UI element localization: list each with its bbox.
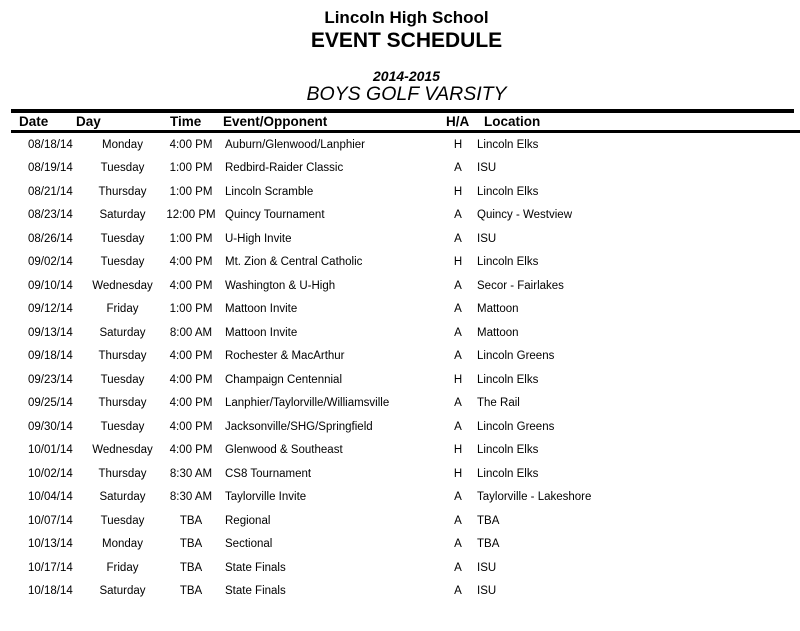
- event-cell: CS8 Tournament: [225, 467, 312, 480]
- column-header-location: Location: [484, 114, 541, 129]
- date-cell: 09/23/14: [28, 373, 73, 386]
- location-cell: Mattoon: [477, 326, 519, 339]
- day-cell: Monday: [102, 138, 143, 151]
- home-away-cell: A: [454, 585, 462, 598]
- event-cell: Lanphier/Taylorville/Williamsville: [225, 397, 390, 410]
- document-title: EVENT SCHEDULE: [310, 29, 503, 52]
- date-cell: 08/23/14: [28, 209, 73, 222]
- day-cell: Tuesday: [100, 420, 145, 433]
- event-cell: Mattoon Invite: [225, 326, 298, 339]
- home-away-cell: A: [454, 561, 462, 574]
- location-cell: TBA: [477, 514, 500, 527]
- event-cell: Washington & U-High: [225, 279, 336, 292]
- time-cell: 1:00 PM: [169, 303, 213, 316]
- time-cell: 1:00 PM: [169, 185, 213, 198]
- day-cell: Tuesday: [100, 373, 145, 386]
- date-cell: 09/13/14: [28, 326, 73, 339]
- home-away-cell: H: [453, 444, 463, 457]
- date-cell: 10/02/14: [28, 467, 73, 480]
- time-cell: 1:00 PM: [169, 232, 213, 245]
- home-away-cell: H: [453, 138, 463, 151]
- date-cell: 08/18/14: [28, 138, 73, 151]
- day-cell: Tuesday: [100, 514, 145, 527]
- event-cell: Redbird-Raider Classic: [225, 162, 344, 175]
- table-row: [0, 533, 800, 557]
- home-away-cell: A: [454, 538, 462, 551]
- time-cell: 4:00 PM: [169, 256, 213, 269]
- date-cell: 09/10/14: [28, 279, 73, 292]
- time-cell: 8:30 AM: [169, 467, 213, 480]
- time-cell: 4:00 PM: [169, 138, 213, 151]
- home-away-cell: A: [454, 162, 462, 175]
- day-cell: Saturday: [99, 326, 146, 339]
- table-row: [0, 439, 800, 463]
- time-cell: 1:00 PM: [169, 162, 213, 175]
- time-cell: TBA: [179, 561, 203, 574]
- day-cell: Saturday: [99, 491, 146, 504]
- table-row: [0, 486, 800, 510]
- time-cell: 4:00 PM: [169, 397, 213, 410]
- location-cell: Lincoln Elks: [477, 185, 539, 198]
- date-cell: 08/21/14: [28, 185, 73, 198]
- event-cell: Rochester & MacArthur: [225, 350, 345, 363]
- table-row: [0, 345, 800, 369]
- table-row: [0, 580, 800, 604]
- date-cell: 10/13/14: [28, 538, 73, 551]
- location-cell: Lincoln Elks: [477, 467, 539, 480]
- table-row: [0, 368, 800, 392]
- home-away-cell: A: [454, 397, 462, 410]
- home-away-cell: H: [453, 185, 463, 198]
- location-cell: Lincoln Greens: [477, 350, 555, 363]
- time-cell: 8:30 AM: [169, 491, 213, 504]
- event-cell: Taylorville Invite: [225, 491, 307, 504]
- team-name: BOYS GOLF VARSITY: [306, 83, 507, 105]
- location-cell: Mattoon: [477, 303, 519, 316]
- date-cell: 10/04/14: [28, 491, 73, 504]
- location-cell: The Rail: [477, 397, 520, 410]
- location-cell: Lincoln Elks: [477, 373, 539, 386]
- day-cell: Thursday: [98, 397, 147, 410]
- day-cell: Friday: [106, 561, 139, 574]
- location-cell: Quincy - Westview: [477, 209, 573, 222]
- time-cell: 4:00 PM: [169, 279, 213, 292]
- home-away-cell: A: [454, 514, 462, 527]
- location-cell: ISU: [477, 561, 497, 574]
- location-cell: ISU: [477, 585, 497, 598]
- time-cell: 8:00 AM: [169, 326, 213, 339]
- location-cell: Taylorville - Lakeshore: [477, 491, 592, 504]
- time-cell: TBA: [179, 514, 203, 527]
- location-cell: Secor - Fairlakes: [477, 279, 564, 292]
- date-cell: 09/02/14: [28, 256, 73, 269]
- date-cell: 09/30/14: [28, 420, 73, 433]
- time-cell: 4:00 PM: [169, 350, 213, 363]
- date-cell: 09/12/14: [28, 303, 73, 316]
- home-away-cell: A: [454, 420, 462, 433]
- home-away-cell: H: [453, 256, 463, 269]
- location-cell: ISU: [477, 162, 497, 175]
- time-cell: TBA: [179, 538, 203, 551]
- table-row: [0, 133, 800, 157]
- home-away-cell: H: [453, 467, 463, 480]
- date-cell: 08/19/14: [28, 162, 73, 175]
- school-name: Lincoln High School: [324, 8, 489, 27]
- date-cell: 08/26/14: [28, 232, 73, 245]
- day-cell: Friday: [106, 303, 139, 316]
- date-cell: 10/18/14: [28, 585, 73, 598]
- day-cell: Monday: [102, 538, 143, 551]
- time-cell: 4:00 PM: [169, 373, 213, 386]
- home-away-cell: A: [454, 303, 462, 316]
- day-cell: Saturday: [99, 585, 146, 598]
- location-cell: Lincoln Elks: [477, 444, 539, 457]
- home-away-cell: H: [453, 373, 463, 386]
- time-cell: 4:00 PM: [169, 444, 213, 457]
- table-row: [0, 251, 800, 275]
- home-away-cell: A: [454, 209, 462, 222]
- event-cell: Glenwood & Southeast: [225, 444, 343, 457]
- event-cell: Auburn/Glenwood/Lanphier: [225, 138, 366, 151]
- column-header-time: Time: [170, 114, 202, 129]
- date-cell: 10/01/14: [28, 444, 73, 457]
- event-cell: Sectional: [225, 538, 273, 551]
- home-away-cell: A: [454, 491, 462, 504]
- table-row: [0, 180, 800, 204]
- table-row: [0, 321, 800, 345]
- table-row: [0, 274, 800, 298]
- table-row: [0, 415, 800, 439]
- location-cell: ISU: [477, 232, 497, 245]
- column-header-date: Date: [19, 114, 49, 129]
- event-cell: State Finals: [225, 585, 286, 598]
- time-cell: 4:00 PM: [169, 420, 213, 433]
- day-cell: Wednesday: [92, 279, 153, 292]
- date-cell: 09/25/14: [28, 397, 73, 410]
- time-cell: TBA: [179, 585, 203, 598]
- time-cell: 12:00 PM: [166, 209, 216, 222]
- home-away-cell: A: [454, 350, 462, 363]
- home-away-cell: A: [454, 279, 462, 292]
- day-cell: Tuesday: [100, 256, 145, 269]
- home-away-cell: A: [454, 326, 462, 339]
- event-cell: Mt. Zion & Central Catholic: [225, 256, 363, 269]
- table-row: [0, 204, 800, 228]
- event-cell: Champaign Centennial: [225, 373, 342, 386]
- table-row: [0, 227, 800, 251]
- location-cell: TBA: [477, 538, 500, 551]
- event-cell: Mattoon Invite: [225, 303, 298, 316]
- table-row: [0, 157, 800, 181]
- day-cell: Tuesday: [100, 232, 145, 245]
- date-cell: 10/17/14: [28, 561, 73, 574]
- table-row: [0, 462, 800, 486]
- event-cell: State Finals: [225, 561, 286, 574]
- date-cell: 10/07/14: [28, 514, 73, 527]
- day-cell: Thursday: [98, 467, 147, 480]
- date-cell: 09/18/14: [28, 350, 73, 363]
- table-row: [0, 556, 800, 580]
- day-cell: Tuesday: [100, 162, 145, 175]
- location-cell: Lincoln Elks: [477, 256, 539, 269]
- table-row: [0, 392, 800, 416]
- home-away-cell: A: [454, 232, 462, 245]
- schedule-rows: [0, 133, 800, 603]
- event-cell: Regional: [225, 514, 271, 527]
- day-cell: Thursday: [98, 185, 147, 198]
- day-cell: Wednesday: [92, 444, 153, 457]
- column-header-home-away: H/A: [446, 114, 470, 129]
- location-cell: Lincoln Elks: [477, 138, 539, 151]
- event-cell: Jacksonville/SHG/Springfield: [225, 420, 373, 433]
- table-header-row: [0, 112, 800, 131]
- event-cell: Lincoln Scramble: [225, 185, 314, 198]
- table-row: [0, 509, 800, 533]
- day-cell: Saturday: [99, 209, 146, 222]
- table-row: [0, 298, 800, 322]
- location-cell: Lincoln Greens: [477, 420, 555, 433]
- column-header-event: Event/Opponent: [223, 114, 328, 129]
- event-cell: Quincy Tournament: [225, 209, 325, 222]
- day-cell: Thursday: [98, 350, 147, 363]
- season-label: 2014-2015: [373, 68, 440, 84]
- column-header-day: Day: [76, 114, 101, 129]
- event-cell: U-High Invite: [225, 232, 292, 245]
